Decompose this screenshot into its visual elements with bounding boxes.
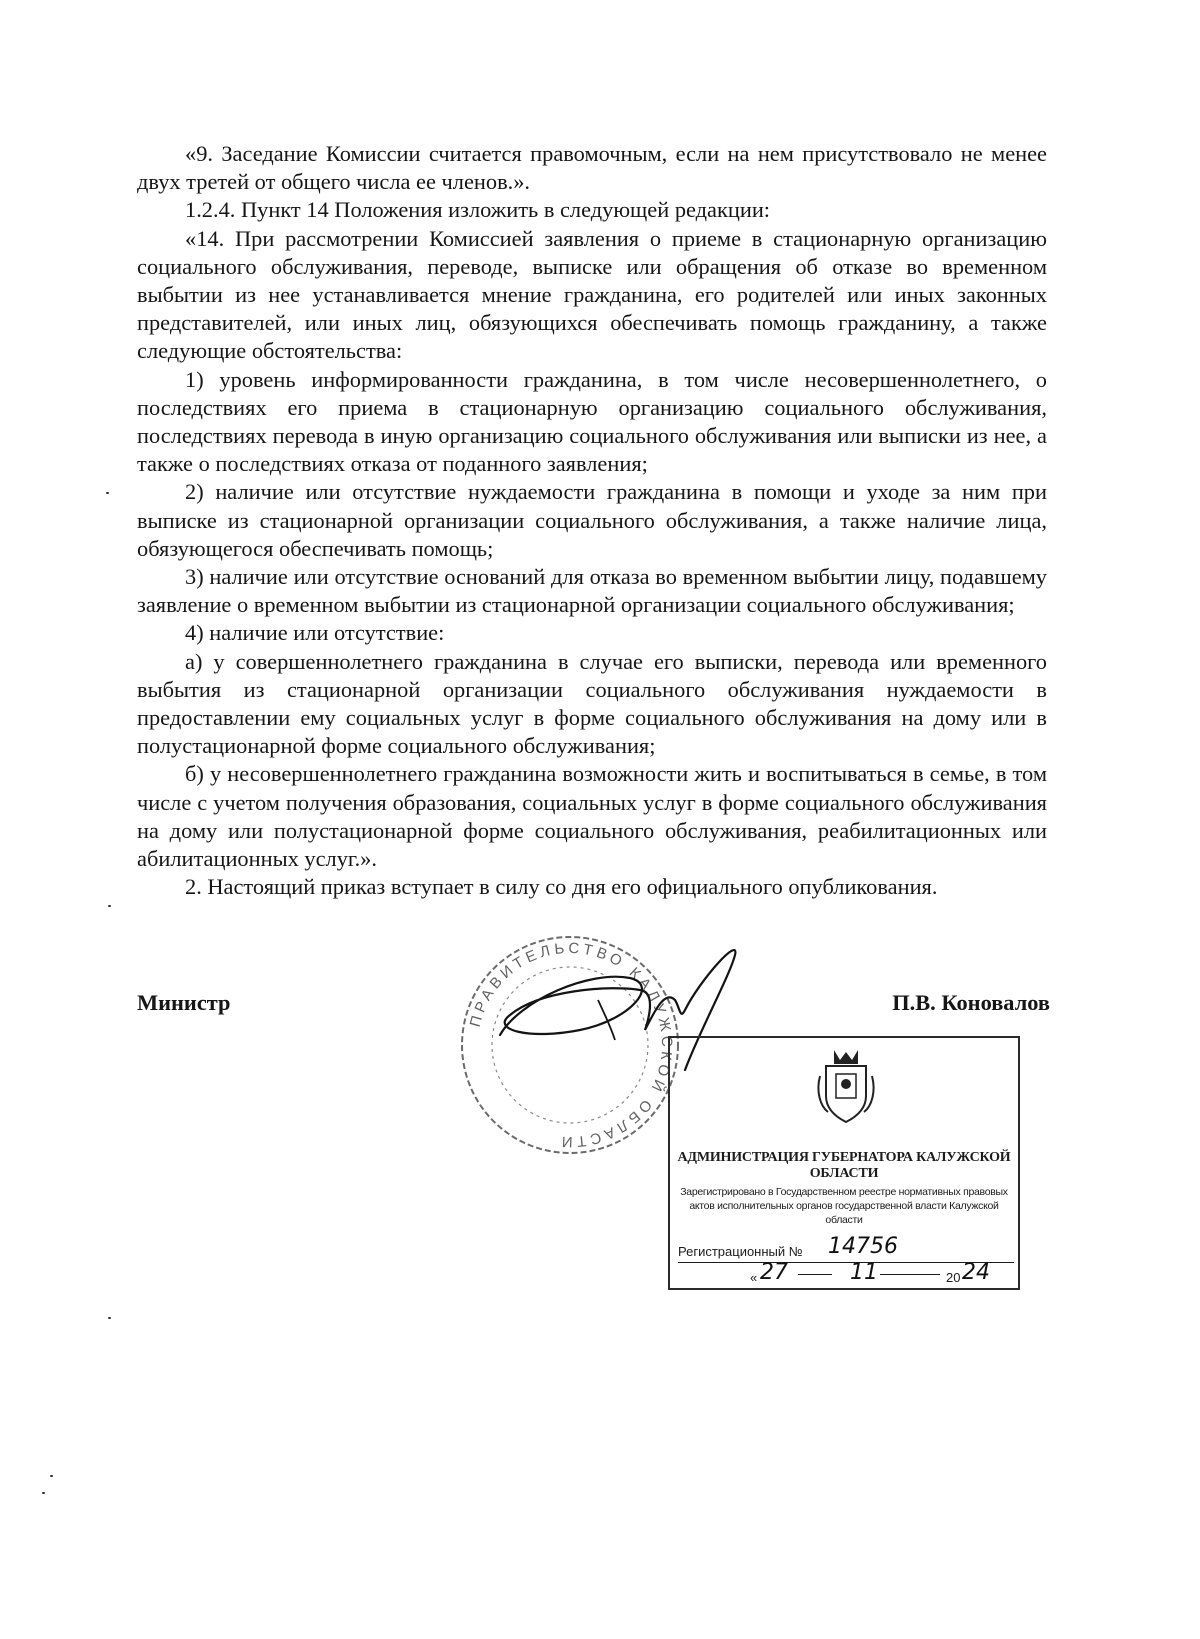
- scan-speck: [108, 1317, 111, 1319]
- signatory-title: Министр: [137, 990, 231, 1015]
- registration-date-month: 11: [850, 1260, 878, 1285]
- coat-of-arms-icon: [814, 1046, 878, 1124]
- paragraph-item-2: 2) наличие или отсутствие нуждаемости гражданина в помощи и уходе за ним при выписке из стационарной организации социального обслуживания, а также наличие лица, обязующегося обеспечивать помощь;: [137, 479, 1047, 561]
- registration-organization: АДМИНИСТРАЦИЯ ГУБЕРНАТОРА КАЛУЖСКОЙ ОБЛАСТИ: [677, 1150, 1011, 1181]
- registration-number: 14756: [828, 1234, 898, 1259]
- paragraph-item-4: 4) наличие или отсутствие:: [185, 620, 445, 646]
- scan-speck: [106, 492, 109, 494]
- paragraph-item-4b: б) у несовершеннолетнего гражданина возможности жить и воспитываться в семье, в том числе с учетом получения образования, социальных услуг в форме социального обслуживания на дому или полустационарной форме социального обслуживания, реабилитационных или абилитационных услуг.».: [137, 761, 1047, 872]
- registration-date: « 27 11 20 24: [750, 1260, 990, 1285]
- registration-note: Зарегистрировано в Государственном реестре нормативных правовых актов исполнительных органов государственной власти Калужской области: [680, 1186, 1008, 1226]
- signatory-name: П.В. Коновалов: [892, 990, 1050, 1015]
- paragraph-effective-date: 2. Настоящий приказ вступает в силу со дня его официального опубликования.: [185, 874, 938, 900]
- paragraph-item-1: 1) уровень информированности гражданина, в том числе несовершеннолетнего, о последствиях его приема в стационарную организацию социального обслуживания, последствиях перевода в иную организацию социального обслуживания или выписки из нее, а также о последствиях отказа от поданного заявления;: [137, 366, 1047, 477]
- registration-stamp: [668, 1036, 1020, 1290]
- paragraph-item-3: 3) наличие или отсутствие оснований для отказа во временном выбытии лицу, подавшему заявление о временном выбытии из стационарной организации социального обслуживания;: [137, 564, 1047, 618]
- document-body: [137, 140, 1047, 901]
- paragraph-1-2-4: 1.2.4. Пункт 14 Положения изложить в следующей редакции:: [185, 197, 771, 223]
- registration-date-day: 27: [760, 1260, 788, 1285]
- paragraph-9-quorum: «9. Заседание Комиссии считается правомочным, если на нем присутствовало не менее двух третей от общего числа ее членов.».: [137, 141, 1047, 195]
- scan-speck: [108, 905, 111, 907]
- seal-ring-text: ПРАВИТЕЛЬСТВО КАЛУЖСКОЙ ОБЛАСТИ: [466, 939, 676, 1151]
- registration-date-year-prefix: 20: [946, 1270, 961, 1285]
- paragraph-14-intro: «14. При рассмотрении Комиссией заявления о приеме в стационарную организацию социального обслуживания, переводе, выписке или обращения об отказе во временном выбытии из нее устанавливается мнение гражданина, его родителей или иных законных представителей, или иных лиц, обязующихся обеспечивать помощь гражданину, а также следующие обстоятельства:: [137, 225, 1047, 364]
- scan-speck: [50, 1475, 53, 1477]
- registration-date-year-suffix: 24: [962, 1260, 990, 1285]
- paragraph-item-4a: а) у совершеннолетнего гражданина в случае его выписки, перевода или временного выбытия из стационарной организации социального обслуживания нуждаемости в предоставлении ему социальных услуг в форме социального обслуживания на дому или в полустационарной форме социального обслуживания;: [137, 648, 1047, 759]
- scan-speck: [42, 1492, 45, 1494]
- registration-number-label: Регистрационный №: [678, 1244, 803, 1259]
